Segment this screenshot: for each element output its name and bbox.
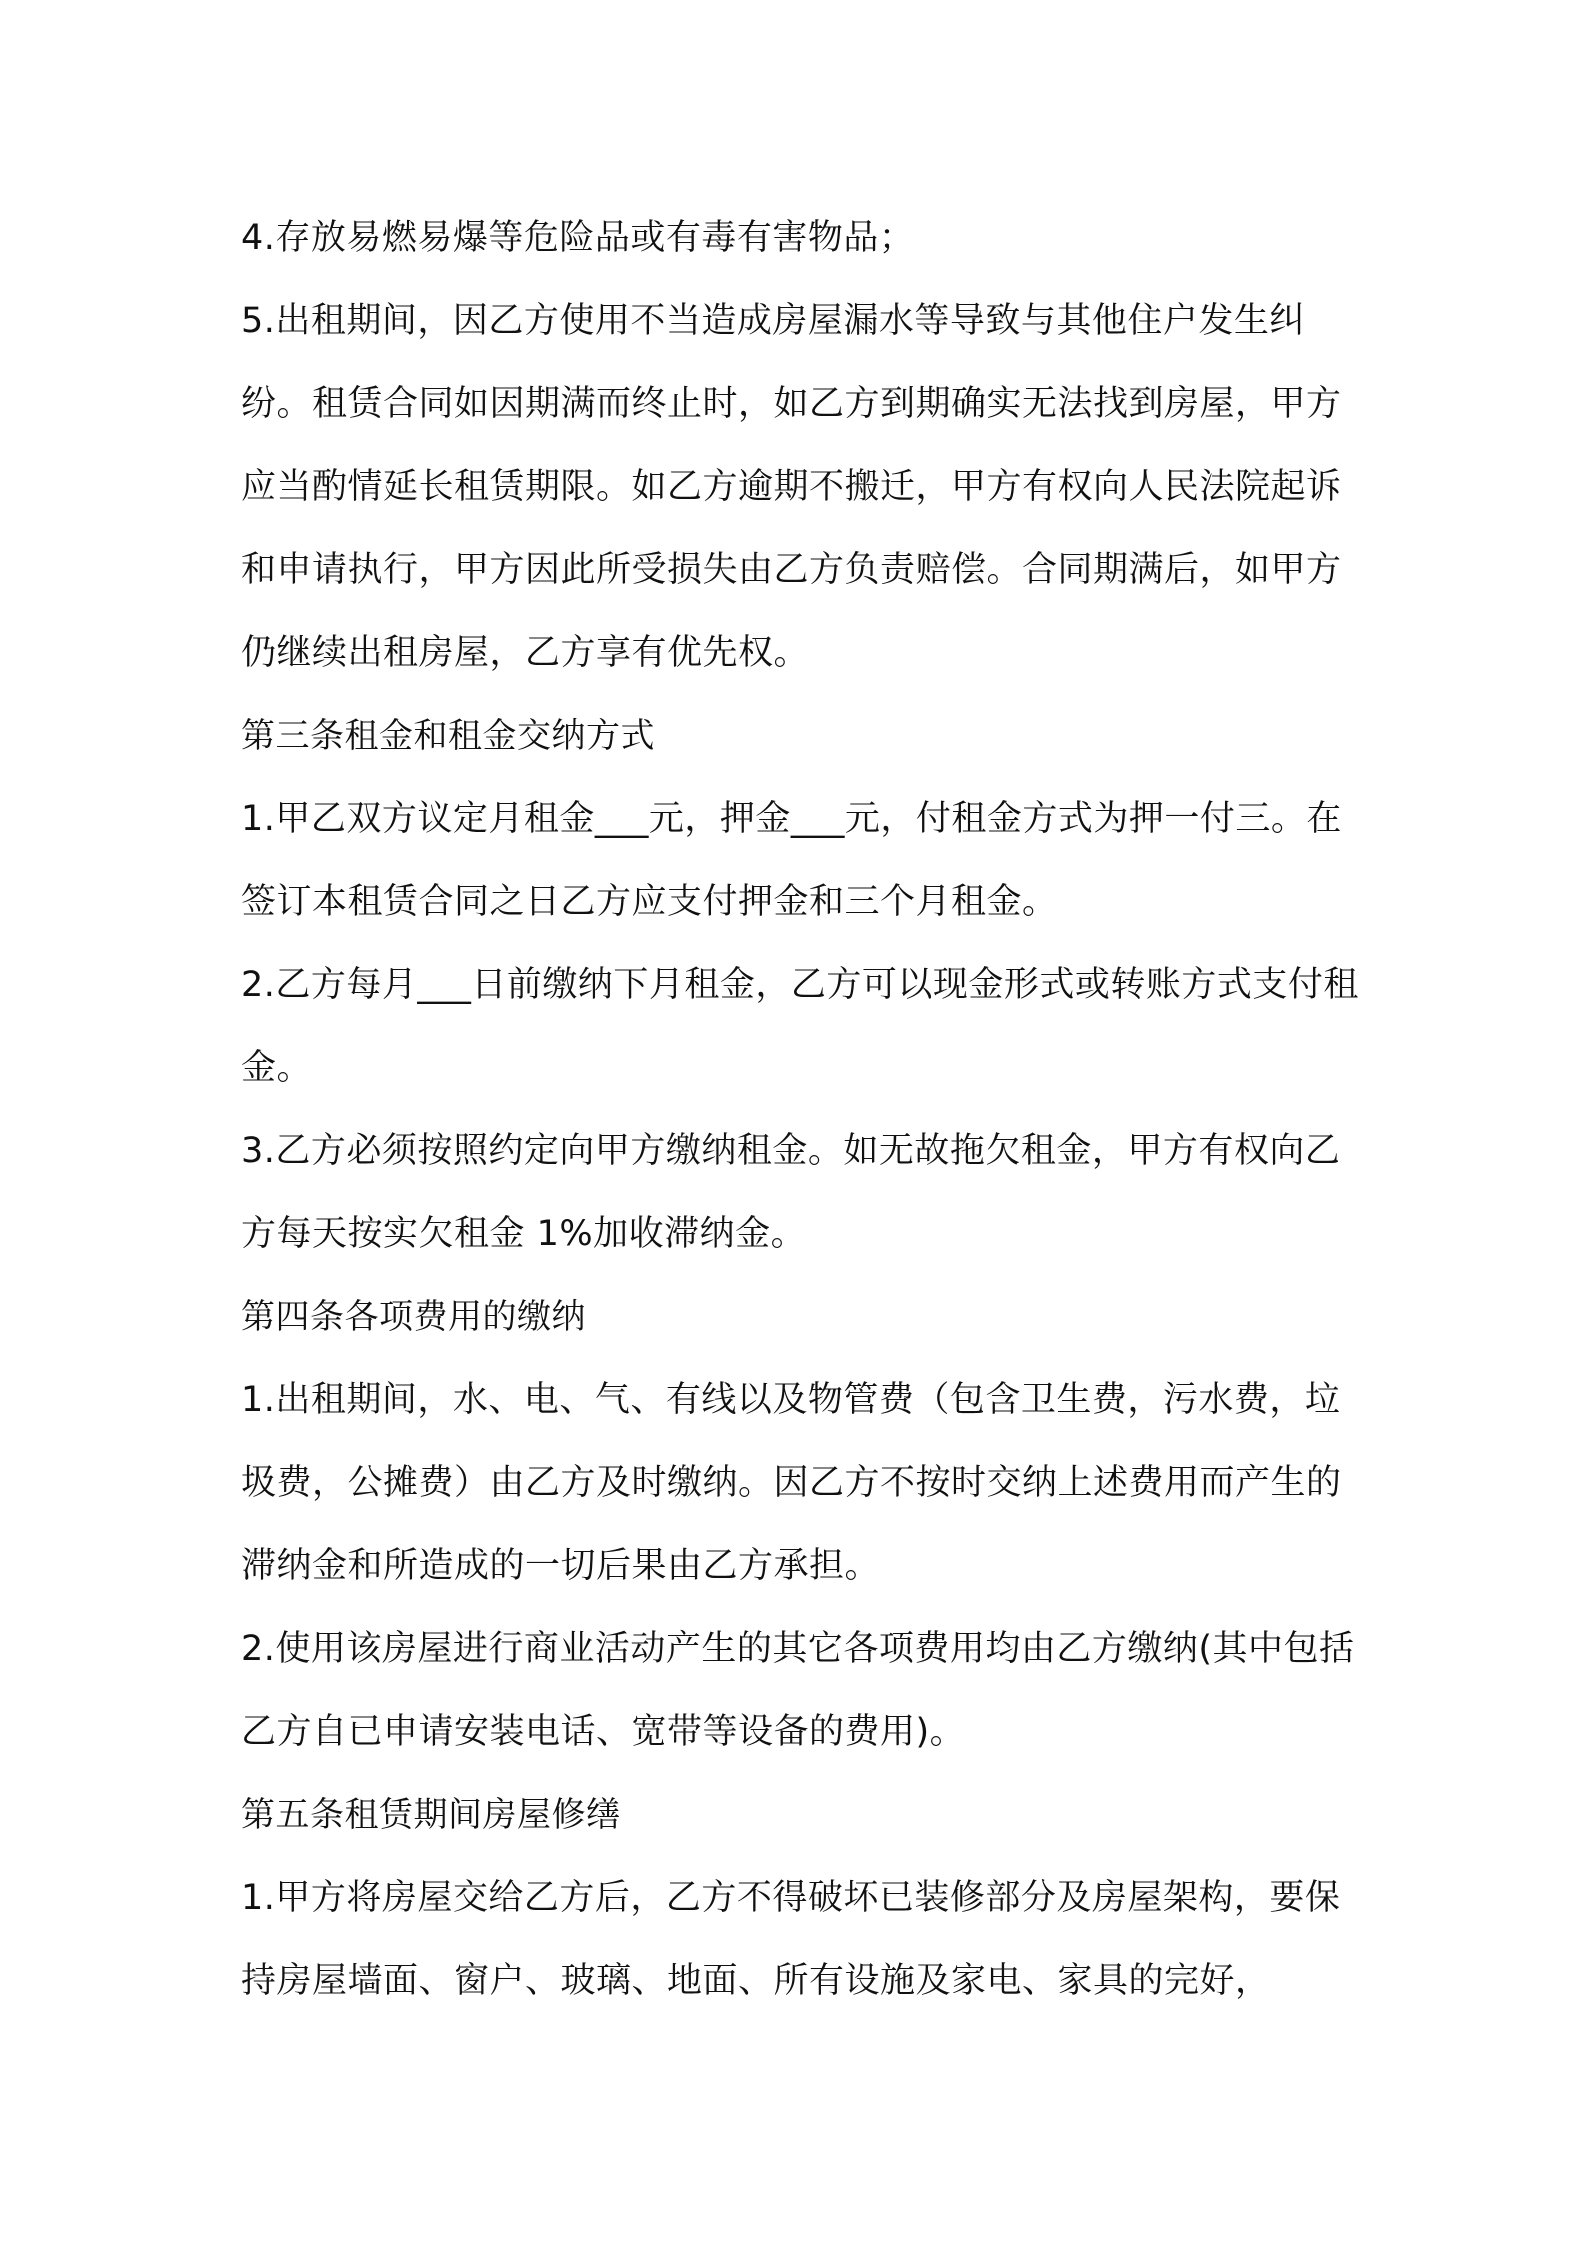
article-4-item-1: 1.出租期间，水、电、气、有线以及物管费（包含卫生费，污水费，垃圾费，公摊费）由乙方及时缴纳。因乙方不按时交纳上述费用而产生的滞纳金和所造成的一切后果由乙方承担。 (241, 1380, 1342, 1586)
article-4-item-2: 2.使用该房屋进行商业活动产生的其它各项费用均由乙方缴纳(其中包括乙方自已申请安装电话、宽带等设备的费用)。 (241, 1629, 1355, 1752)
article-3-heading: 第三条租金和租金交纳方式 (241, 716, 655, 756)
article-3-item-2: 2.乙方每月___日前缴纳下月租金，乙方可以现金形式或转账方式支付租金。 (241, 965, 1359, 1088)
article-4-heading: 第四条各项费用的缴纳 (241, 1297, 586, 1337)
article-3-item-3: 3.乙方必须按照约定向甲方缴纳租金。如无故拖欠租金，甲方有权向乙方每天按实欠租金 1%加收滞纳金。 (241, 1131, 1341, 1254)
article-5-heading: 第五条租赁期间房屋修缮 (241, 1795, 621, 1835)
document-body (241, 197, 1361, 2023)
article-3-item-1: 1.甲乙双方议定月租金___元，押金___元，付租金方式为押一付三。在签订本租赁合同之日乙方应支付押金和三个月租金。 (241, 799, 1342, 922)
article-5-item-1: 1.甲方将房屋交给乙方后，乙方不得破坏已装修部分及房屋架构，要保持房屋墙面、窗户、玻璃、地面、所有设施及家电、家具的完好， (241, 1878, 1341, 2001)
clause-item-5: 5.出租期间，因乙方使用不当造成房屋漏水等导致与其他住户发生纠纷。租赁合同如因期满而终止时，如乙方到期确实无法找到房屋，甲方应当酌情延长租赁期限。如乙方逾期不搬迁，甲方有权向人民法院起诉和申请执行，甲方因此所受损失由乙方负责赔偿。合同期满后，如甲方仍继续出租房屋，乙方享有优先权。 (241, 301, 1342, 673)
clause-item-4: 4.存放易燃易爆等危险品或有毒有害物品； (241, 218, 915, 258)
